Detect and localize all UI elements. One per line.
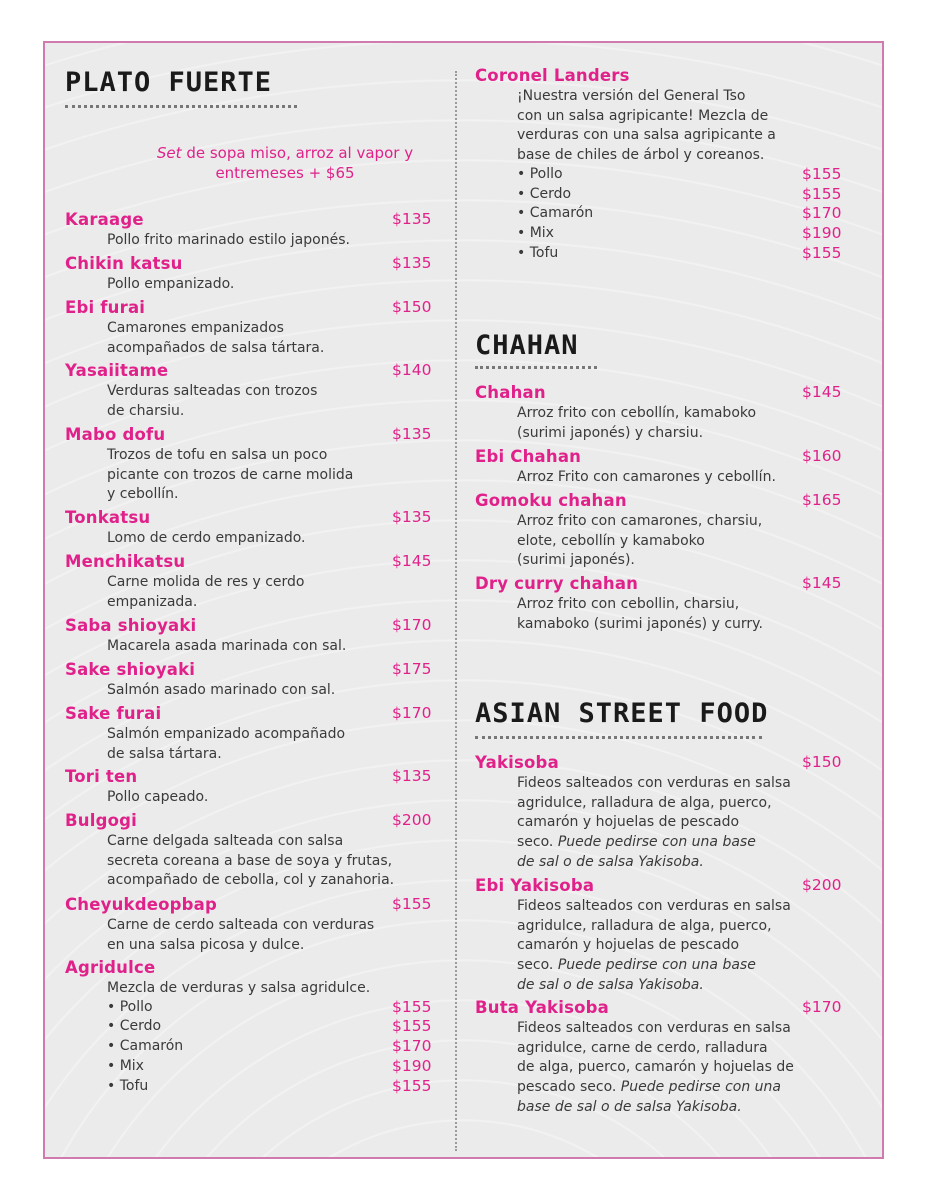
item-name: Sake furai — [65, 704, 162, 723]
option-label: • Mix — [107, 1057, 144, 1074]
item-description: Fideos salteados con verduras en salsa — [517, 775, 791, 791]
description-note: Puede pedirse con una — [620, 1079, 781, 1096]
item-description: con un salsa agripicante! Mezcla de — [517, 107, 769, 124]
item-price: $135 — [392, 425, 432, 443]
option-price: $155 — [802, 184, 842, 203]
item-price: $135 — [392, 210, 432, 228]
item-description: agridulce, carne de cerdo, ralladura — [517, 1039, 768, 1056]
description-note: base de sal o de salsa Yakisoba. — [517, 1098, 742, 1115]
option-price: $155 — [392, 1017, 432, 1036]
item-description: (surimi japonés) y charsiu. — [517, 424, 704, 441]
item-description: acompañados de salsa tártara. — [107, 339, 325, 356]
description-text: seco. — [517, 957, 558, 974]
item-name: Sake shioyaki — [65, 660, 196, 679]
item-description: elote, cebollín y kamaboko — [517, 532, 705, 549]
item-description: (surimi japonés). — [517, 552, 635, 569]
item-description: acompañado de cebolla, col y zanahoria. — [107, 872, 395, 889]
item-description: en una salsa picosa y dulce. — [107, 936, 305, 953]
item-description — [517, 976, 704, 996]
item-name: Mabo dofu — [65, 425, 166, 444]
item-description: Lomo de cerdo empanizado. — [107, 530, 306, 546]
item-price: $140 — [392, 361, 432, 379]
item-name: Saba shioyaki — [65, 616, 197, 635]
item-name: Coronel Landers — [475, 66, 630, 85]
item-description: picante con trozos de carne molida — [107, 466, 354, 483]
item-price: $170 — [802, 998, 842, 1016]
option-label: • Cerdo — [107, 1018, 162, 1035]
option-label: • Pollo — [107, 998, 153, 1015]
item-description: agridulce, ralladura de alga, puerco, — [517, 794, 772, 811]
item-description — [517, 1078, 781, 1098]
item-description: base de chiles de árbol y coreanos. — [517, 147, 765, 164]
item-description: Pollo frito marinado estilo japonés. — [107, 232, 350, 248]
section-title-chahan: CHAHAN — [475, 330, 579, 361]
item-name: Buta Yakisoba — [475, 998, 609, 1017]
item-description — [517, 833, 756, 853]
item-description: verduras con una salsa agripicante a — [517, 127, 776, 144]
item-description: kamaboko (surimi japonés) y curry. — [517, 615, 763, 632]
option-label: • Tofu — [517, 244, 559, 261]
option-label: • Camarón — [517, 205, 594, 222]
item-description: Verduras salteadas con trozos — [107, 383, 318, 399]
item-description: Salmón empanizado acompañado — [107, 726, 346, 742]
item-name: Dry curry chahan — [475, 574, 639, 593]
description-note: de sal o de salsa Yakisoba. — [517, 853, 704, 870]
item-description: secreta coreana a base de soya y frutas, — [107, 852, 393, 869]
option-price: $155 — [392, 1076, 432, 1095]
item-price: $145 — [802, 383, 842, 401]
item-name: Bulgogi — [65, 811, 137, 830]
item-price: $135 — [392, 508, 432, 526]
description-note: de sal o de salsa Yakisoba. — [517, 976, 704, 993]
item-price: $170 — [392, 704, 432, 722]
item-description: de alga, puerco, camarón y hojuelas de — [517, 1059, 794, 1076]
option-label: • Tofu — [107, 1077, 149, 1094]
option-price: $155 — [802, 243, 842, 262]
title-underline — [475, 366, 597, 369]
option-price: $155 — [802, 164, 842, 183]
description-text: seco. — [517, 834, 558, 851]
item-description: Carne de cerdo salteada con verduras — [107, 917, 375, 933]
item-description: Fideos salteados con verduras en salsa — [517, 898, 791, 914]
item-name: Yasaiitame — [65, 361, 169, 380]
title-underline — [65, 105, 297, 108]
item-price: $145 — [802, 574, 842, 592]
item-description: Arroz frito con cebollín, kamaboko — [517, 405, 757, 421]
item-name: Cheyukdeopbap — [65, 895, 218, 914]
item-price: $175 — [392, 660, 432, 678]
item-description: camarón y hojuelas de pescado — [517, 937, 740, 954]
item-name: Yakisoba — [475, 753, 559, 772]
item-description: y cebollín. — [107, 486, 179, 503]
item-description: Fideos salteados con verduras en salsa — [517, 1020, 791, 1036]
item-description: ¡Nuestra versión del General Tso — [517, 88, 746, 104]
item-price: $135 — [392, 254, 432, 272]
item-name: Chikin katsu — [65, 254, 183, 273]
item-description: Mezcla de verduras y salsa agridulce. — [107, 980, 371, 996]
option-price: $170 — [392, 1037, 432, 1056]
item-price: $155 — [392, 895, 432, 913]
item-price: $135 — [392, 767, 432, 785]
option-label: • Mix — [517, 224, 554, 241]
item-description: Pollo empanizado. — [107, 276, 235, 292]
item-name: Ebi Yakisoba — [475, 876, 595, 895]
item-price: $150 — [802, 753, 842, 771]
item-name: Ebi furai — [65, 298, 146, 317]
item-description: Pollo capeado. — [107, 789, 209, 805]
description-note: Puede pedirse con una base — [557, 834, 756, 851]
item-description: Salmón asado marinado con sal. — [107, 682, 336, 698]
item-price: $170 — [392, 616, 432, 634]
item-description: de salsa tártara. — [107, 745, 222, 762]
section-title-plato-fuerte: PLATO FUERTE — [65, 67, 273, 98]
item-price: $200 — [802, 876, 842, 894]
item-name: Agridulce — [65, 958, 156, 977]
description-note: Puede pedirse con una base — [557, 957, 756, 974]
option-price: $155 — [392, 997, 432, 1016]
item-name: Chahan — [475, 383, 546, 402]
item-description: Macarela asada marinada con sal. — [107, 638, 347, 654]
item-description: Camarones empanizados — [107, 320, 284, 336]
item-description — [517, 1098, 742, 1118]
item-price: $200 — [392, 811, 432, 829]
option-label: • Pollo — [517, 165, 563, 182]
item-name: Ebi Chahan — [475, 447, 582, 466]
description-text: pescado seco. — [517, 1079, 621, 1096]
item-price: $165 — [802, 491, 842, 509]
item-description — [517, 853, 704, 873]
menu-page — [43, 41, 884, 1159]
column-divider — [455, 71, 457, 1151]
item-description — [517, 956, 756, 976]
item-description: empanizada. — [107, 593, 198, 610]
item-price: $150 — [392, 298, 432, 316]
option-price: $190 — [392, 1056, 432, 1075]
item-price: $145 — [392, 552, 432, 570]
title-underline — [475, 736, 762, 739]
item-description: Trozos de tofu en salsa un poco — [107, 447, 328, 463]
option-label: • Cerdo — [517, 185, 572, 202]
item-description: camarón y hojuelas de pescado — [517, 814, 740, 831]
item-name: Tonkatsu — [65, 508, 151, 527]
item-name: Tori ten — [65, 767, 138, 786]
item-name: Gomoku chahan — [475, 491, 627, 510]
option-label: • Camarón — [107, 1038, 184, 1055]
item-description: de charsiu. — [107, 402, 185, 419]
item-price: $160 — [802, 447, 842, 465]
item-description: Arroz frito con cebollin, charsiu, — [517, 596, 740, 612]
option-price: $170 — [802, 204, 842, 223]
item-description: Arroz Frito con camarones y cebollín. — [517, 469, 776, 485]
item-description: Carne delgada salteada con salsa — [107, 833, 344, 849]
item-description: Arroz frito con camarones, charsiu, — [517, 513, 763, 529]
item-name: Menchikatsu — [65, 552, 186, 571]
item-name: Karaage — [65, 210, 144, 229]
item-description: agridulce, ralladura de alga, puerco, — [517, 917, 772, 934]
item-description: Carne molida de res y cerdo — [107, 574, 305, 590]
set-intro: Set de sopa miso, arroz al vapor y entremeses + $65 — [156, 144, 414, 182]
section-title-asian-street-food: ASIAN STREET FOOD — [475, 698, 769, 729]
option-price: $190 — [802, 223, 842, 242]
